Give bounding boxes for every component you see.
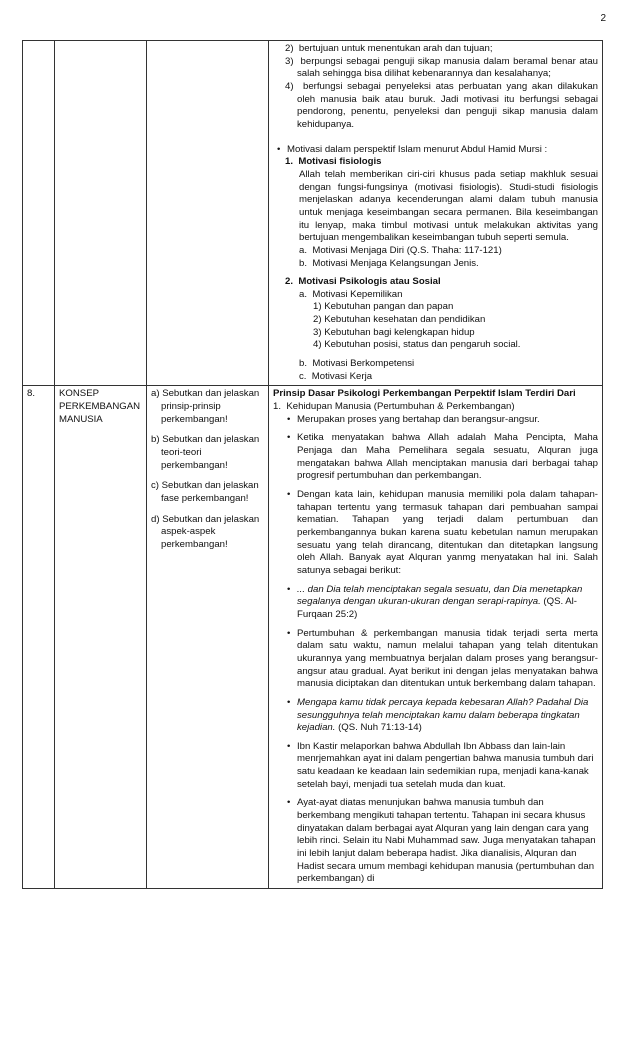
table-row-continued — [23, 41, 603, 386]
kepemilikan-item-1: 1) Kebutuhan pangan dan papan — [313, 301, 454, 313]
quote-furqaan: ... dan Dia telah menciptakan segala sesuatu, dan Dia menetapkan segalanya dengan ukuran-ukuran dengan serapi-rapinya. — [297, 583, 583, 608]
answer-subheading: 1. Kehidupan Manusia (Pertumbuhan & Perkembangan) — [273, 401, 515, 413]
row-topic: KONSEP PERKEMBANGAN MANUSIA — [55, 386, 147, 889]
bullet-5: • Pertumbuhan & perkembangan manusia tidak terjadi serta merta dalam satu waktu, namun melalui tahapan yang telah ditentukan ukurannya yang membuatnya berjalan dalam proses yang berangsur-angsur atau gradual. Ayat berikut ini dengan jelas menyatakan bahwa manusia diciptakan dan ditentukan untuk berkembang dalam tahapan. — [297, 628, 598, 691]
page-number: 2 — [600, 13, 606, 24]
cell-answer-continued — [269, 41, 603, 386]
fisiologis-item-a: a. Motivasi Menjaga Diri (Q.S. Thaha: 117-121) — [299, 244, 502, 256]
bullet-1: • Merupakan proses yang bertahap dan berangsur-angsur. — [297, 414, 598, 427]
row-questions — [147, 386, 269, 889]
document-table — [22, 40, 603, 889]
answer-bullets — [273, 414, 598, 886]
sosial-item-b: b. Motivasi Berkompetensi — [299, 358, 415, 370]
quote-furqaan-ref: (QS. Al-Furqaan 25:2) — [297, 596, 577, 620]
fisiologis-text: Allah telah memberikan ciri-ciri khusus pada setiap makhluk sesuai dengan fungsi-fungsinya (motivasi fisiologis). Studi-studi fisiologis menjelaskan adanya kecenderungan alami dalam tubuh manusia untuk menjaga keseimbangan secara permanen. Bila keseimbangan itu lenyap, maka timbul motivasi untuk melakukan aktivitas yang bertujuan mengembalikan keseimbangan tubuh seperti semula. — [299, 168, 598, 244]
mursi-intro: • Motivasi dalam perspektif Islam menurut Abdul Hamid Mursi : — [287, 144, 598, 157]
function-item-2: 2) bertujuan untuk menentukan arah dan tujuan; — [285, 43, 493, 54]
bullet-3: • Dengan kata lain, kehidupan manusia memiliki pola dalam tahapan-tahapan tertentu yang termasuk tahapan dari pembuahan sampai kematian. Tahapan yang terjadi dalam pertumbuan dan perkembangannya bukan karena suatu kebetulan namun merupakan sesuatu yang telah dirancang, ditentukan dan ditetapkan langsung oleh Allah. Banyak ayat Alquran yanmg menyatakan hal ini. Salah satunya sebagai berikut: — [297, 489, 598, 578]
quote-nuh: Mengapa kamu tidak percaya kepada kebesaran Allah? Padahal Dia sesungguhnya telah menciptakan kamu dalam beberapa tingkatan kejadian. — [297, 696, 589, 734]
table-row-8 — [23, 386, 603, 889]
quote-nuh-ref: (QS. Nuh 71:13-14) — [335, 722, 422, 734]
fisiologis-item-b: b. Motivasi Menjaga Kelangsungan Jenis. — [299, 257, 479, 269]
row-answer — [269, 386, 603, 889]
function-item-3: 3) berpungsi sebagai penguji sikap manusia dalam beramal benar atau salah sehingga bisa dilihat kebenarannya dan kesalahanya; — [285, 55, 598, 80]
question-a: a) Sebutkan dan jelaskan prinsip-prinsip perkembangan! — [151, 388, 260, 425]
question-c: c) Sebutkan dan jelaskan fase perkembangan! — [151, 480, 259, 504]
bullet-7: • Ibn Kastir melaporkan bahwa Abdullah Ibn Abbass dan lain-lain menrjemahkan ayat ini dalam pengertian bahwa manusia tumbuh dari satu keadaan ke keadaan lain sedemikian rupa, menjadi kana-kanak setelah bayi, menjadi tua setelah muda dan kuat. — [297, 741, 598, 792]
kepemilikan-item-3: 3) Kebutuhan bagi kelengkapan hidup — [313, 326, 475, 338]
cell-questions-empty — [147, 41, 269, 386]
fisiologis-title: 1. Motivasi fisiologis — [285, 156, 382, 168]
bullet-4 — [297, 584, 598, 622]
question-d: d) Sebutkan dan jelaskan aspek-aspek perkembangan! — [151, 513, 260, 550]
cell-topic-empty — [55, 41, 147, 386]
function-item-4: 4) berfungsi sebagai penyeleksi atas perbuatan yang akan dilakukan oleh manusia baik atau buruk. Jadi motivasi itu berfungsi sebagai pendorong, penentu, penyeleksi dan penguji sikap manusia dalam kehidupanya. — [285, 80, 598, 130]
mursi-list — [273, 144, 598, 157]
bullet-2: • Ketika menyatakan bahwa Allah adalah Maha Pencipta, Maha Penjaga dan Maha Pemelihara segala sesuatu, Alquran juga mengatakan bahwa Allah menciptakan manusia dari berbagai tahap progresif pertumbuhan dan perkembangan. — [297, 432, 598, 483]
bullet-8: • Ayat-ayat diatas menunjukan bahwa manusia tumbuh dan berkembang mengikuti tahapan tertentu. Tahapan ini secara khusus dinyatakan dalam berbagai ayat Alquran yang lain dengan cara yang lebih rinci. Selain itu Nabi Muhammad saw. Juga menyatakan tahapan ini lebih lanjut dalam beberapa hadist. Jika dianalisis, Alquran dan Hadist secara umum membagi kehidupan manusia (pertumbuhan dan perkembangan) di — [297, 797, 598, 886]
sosial-title: 2. Motivasi Psikologis atau Sosial — [285, 276, 441, 288]
row-number: 8. — [23, 386, 55, 889]
kepemilikan-item-2: 2) Kebutuhan kesehatan dan pendidikan — [313, 314, 486, 326]
bullet-6 — [297, 697, 598, 735]
sosial-item-c: c. Motivasi Kerja — [299, 370, 373, 382]
cell-number-empty — [23, 41, 55, 386]
sosial-item-a: a. Motivasi Kepemilikan — [299, 288, 403, 300]
question-b: b) Sebutkan dan jelaskan teori-teori perkembangan! — [151, 434, 260, 471]
kepemilikan-item-4: 4) Kebutuhan posisi, status dan pengaruh social. — [313, 339, 521, 351]
answer-heading: Prinsip Dasar Psikologi Perkembangan Perpektif Islam Terdiri Dari — [273, 388, 576, 400]
